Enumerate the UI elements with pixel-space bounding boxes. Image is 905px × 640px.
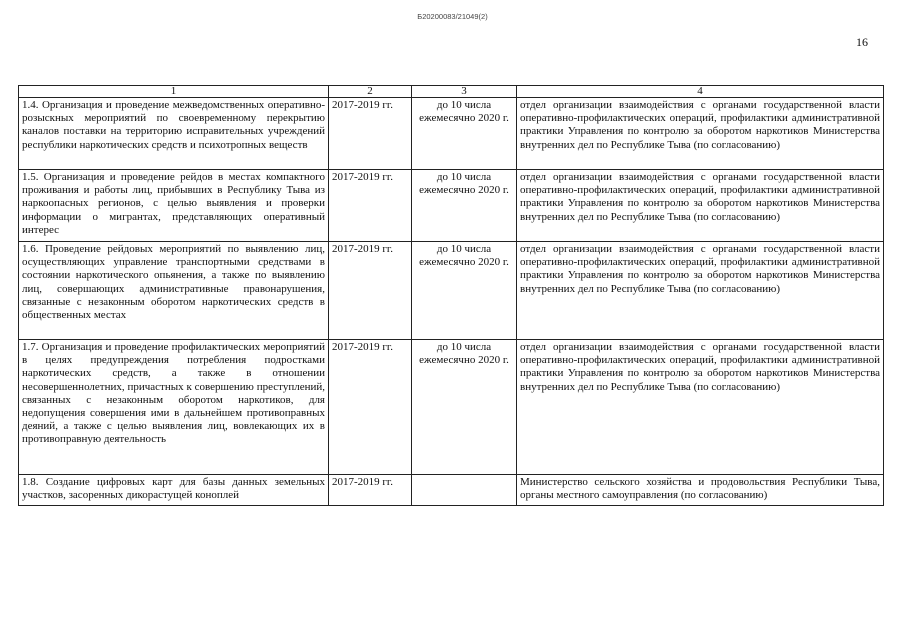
table-row bbox=[19, 170, 884, 242]
measure-responsible: отдел организации взаимодействия с органами государственной власти оперативно-профилактических операций, профилактики административной практики Управления по контролю за оборотом наркотиков Министерства внутренних дел по Республике Тыва (по согласованию) bbox=[517, 242, 884, 340]
measure-period: 2017-2019 гг. bbox=[329, 340, 412, 475]
measure-deadline: до 10 числа ежемесячно 2020 г. bbox=[412, 98, 517, 170]
measure-text: 1.6. Проведение рейдовых мероприятий по выявлению лиц, осуществляющих управление транспортными средствами в состоянии наркотического опьянения, а также по выявлению лиц, совершающих административные правонарушения, связанные с незаконным оборотом наркотических средств в общественных местах bbox=[19, 242, 329, 340]
measure-responsible: отдел организации взаимодействия с органами государственной власти оперативно-профилактических операций, профилактики административной практики Управления по контролю за оборотом наркотиков Министерства внутренних дел по Республике Тыва (по согласованию) bbox=[517, 340, 884, 475]
measure-period: 2017-2019 гг. bbox=[329, 98, 412, 170]
measure-deadline: до 10 числа ежемесячно 2020 г. bbox=[412, 242, 517, 340]
measure-responsible: отдел организации взаимодействия с органами государственной власти оперативно-профилактических операций, профилактики административной практики Управления по контролю за оборотом наркотиков Министерства внутренних дел по Республике Тыва (по согласованию) bbox=[517, 98, 884, 170]
table-row bbox=[19, 475, 884, 506]
document-id: Б20200083/21049(2) bbox=[417, 12, 488, 21]
table-row bbox=[19, 98, 884, 170]
measure-text: 1.4. Организация и проведение межведомственных оперативно-розыскных мероприятий по своевременному перекрытию каналов поставки на территорию исправительных учреждений республики наркотических средств и психотропных веществ bbox=[19, 98, 329, 170]
measure-text: 1.5. Организация и проведение рейдов в местах компактного проживания и работы лиц, прибывших в Республику Тыва из наркоопасных регионов, с целью выявления и проверки информации о мигрантах, представляющих оперативный интерес bbox=[19, 170, 329, 242]
measure-period: 2017-2019 гг. bbox=[329, 242, 412, 340]
measure-deadline bbox=[412, 475, 517, 506]
column-header-4: 4 bbox=[517, 86, 884, 98]
column-header-3: 3 bbox=[412, 86, 517, 98]
page-number: 16 bbox=[856, 35, 868, 49]
table-row bbox=[19, 242, 884, 340]
measure-responsible: отдел организации взаимодействия с органами государственной власти оперативно-профилактических операций, профилактики административной практики Управления по контролю за оборотом наркотиков Министерства внутренних дел по Республике Тыва (по согласованию) bbox=[517, 170, 884, 242]
measure-responsible: Министерство сельского хозяйства и продовольствия Республики Тыва, органы местного самоуправления (по согласованию) bbox=[517, 475, 884, 506]
measure-text: 1.7. Организация и проведение профилактических мероприятий в целях предупреждения потребления подростками наркотических средств, а также в отношении несовершеннолетних, причастных к совершению преступлений, связанных с незаконным оборотом наркотиков, для недопущения совершения ими в дальнейшем противоправных деяний, а также с целью выявления лиц, вовлекающих их в противоправную деятельность bbox=[19, 340, 329, 475]
measure-period: 2017-2019 гг. bbox=[329, 170, 412, 242]
measures-table bbox=[18, 85, 884, 506]
measure-deadline: до 10 числа ежемесячно 2020 г. bbox=[412, 340, 517, 475]
column-header-1: 1 bbox=[19, 86, 329, 98]
measure-period: 2017-2019 гг. bbox=[329, 475, 412, 506]
table-header-row bbox=[19, 86, 884, 98]
measure-text: 1.8. Создание цифровых карт для базы данных земельных участков, засоренных дикорастущей коноплей bbox=[19, 475, 329, 506]
table-row bbox=[19, 340, 884, 475]
column-header-2: 2 bbox=[329, 86, 412, 98]
measure-deadline: до 10 числа ежемесячно 2020 г. bbox=[412, 170, 517, 242]
